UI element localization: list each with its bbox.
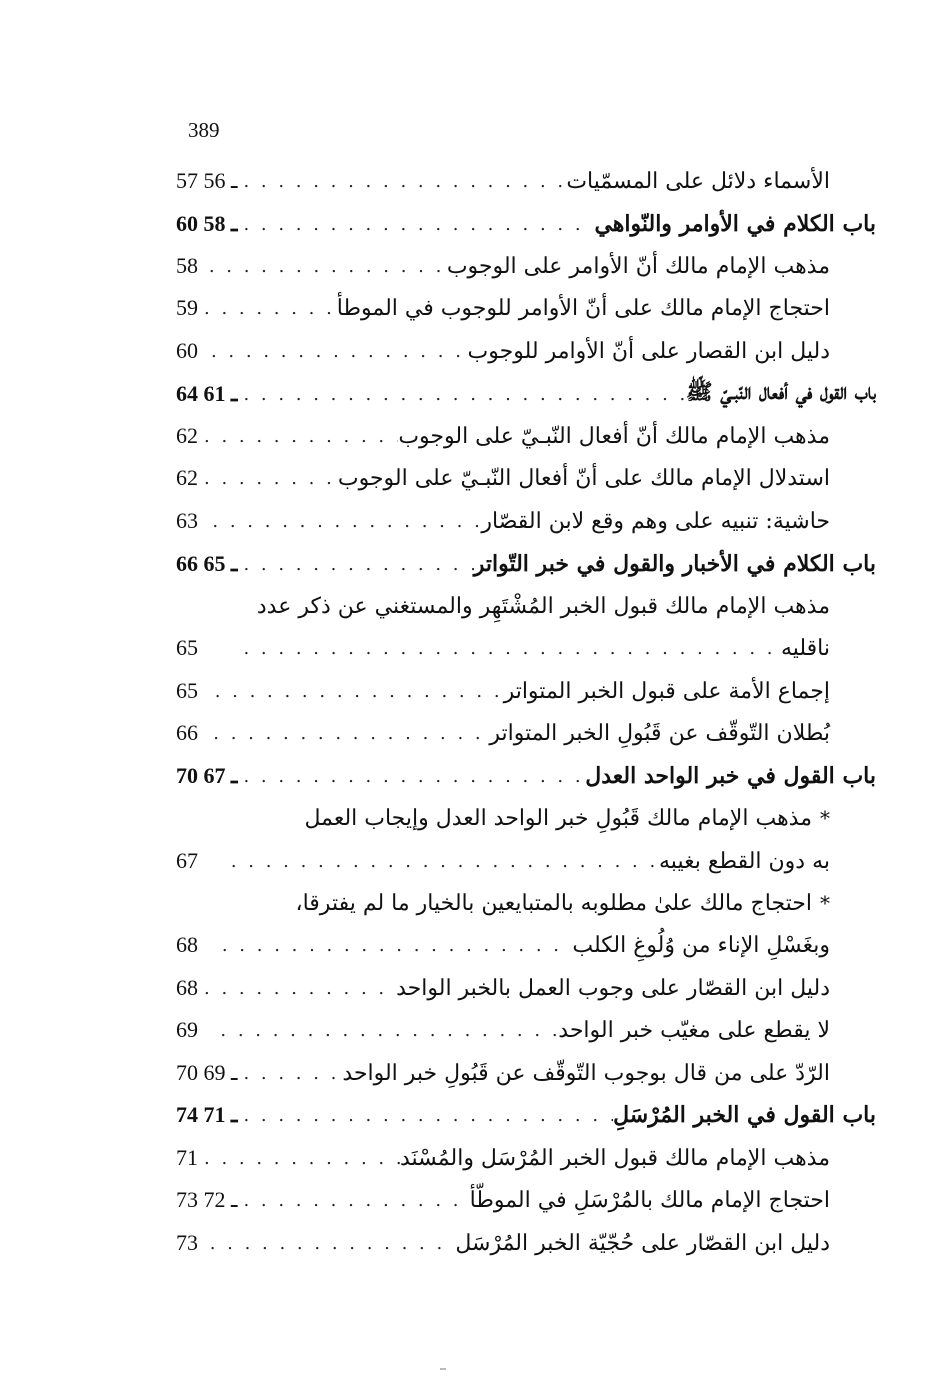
toc-entry-title: بُطلان التّوقّف عن قَبُولِ الخبر المتواتر — [489, 720, 830, 746]
dot-leader — [225, 851, 659, 872]
toc-chapter — [176, 1096, 876, 1134]
toc-chapter-pages: 60 ـ 58 — [176, 211, 238, 236]
toc-entry-pages: 62 — [176, 423, 198, 448]
toc-entry — [176, 714, 830, 752]
toc-entry-title: مذهب الإمام مالك أنّ أفعال النّبـيّ على الوجوب — [398, 423, 830, 449]
toc-chapter-pages: 66 ـ 65 — [176, 551, 238, 576]
toc-entry-title: احتجاج مالك علىٰ مطلوبه بالمتبايعين بالخيار ما لم يفترقا، — [295, 890, 812, 916]
toc-chapter — [176, 375, 876, 413]
toc-entry — [176, 1181, 830, 1219]
dot-leader — [204, 1233, 456, 1254]
toc-entry — [176, 842, 830, 880]
dot-leader — [237, 171, 566, 192]
toc-entry — [176, 502, 830, 540]
toc-entry-pages: 73 ـ 72 — [176, 1187, 238, 1212]
toc-entry-title: مذهب الإمام مالك أنّ الأوامر على الوجوب — [446, 253, 830, 279]
dot-leader — [206, 511, 481, 532]
toc-entry-title: مذهب الإمام مالك قبول الخبر المُرْسَل والمُسْنَد — [399, 1145, 830, 1171]
dot-leader — [205, 341, 468, 362]
toc-entry-pages: 68 — [176, 932, 198, 957]
dot-leader — [237, 1063, 342, 1084]
toc-entry — [176, 672, 830, 710]
toc-entry-title: دليل ابن القصّار على وجوب العمل بالخبر الواحد — [396, 975, 830, 1001]
toc-entry-title: الأسماء دلائل على المسمّيات — [566, 168, 830, 194]
scan-speck — [440, 1368, 446, 1370]
toc-entry-pages: 70 ـ 69 — [176, 1060, 238, 1085]
dot-leader — [198, 426, 398, 447]
page-number: 389 — [188, 118, 220, 142]
toc-entry — [176, 247, 830, 285]
toc-chapter — [176, 545, 876, 583]
toc-entry — [176, 459, 830, 497]
toc-entry — [176, 162, 830, 200]
toc-entry-title: وبغَسْلِ الإناء من وُلُوغِ الكلب — [572, 932, 830, 958]
toc-entry — [176, 629, 830, 667]
toc-chapter-title: باب القول في الخبر المُرْسَلِ — [613, 1102, 876, 1128]
toc-entry-pages: 59 — [176, 295, 198, 320]
toc-entry — [176, 1139, 830, 1177]
toc-entry-title: دليل ابن القصّار على حُجّيّة الخبر المُرْسَل — [455, 1230, 830, 1256]
toc-entry-pages: 73 — [176, 1230, 198, 1255]
asterisk-bullet-icon: * — [820, 806, 830, 830]
dot-leader — [237, 214, 594, 235]
toc-entry — [176, 1054, 830, 1092]
toc-entry-wrapped-line — [264, 884, 830, 922]
dot-leader — [207, 723, 489, 744]
asterisk-bullet-icon: * — [820, 891, 830, 915]
toc-chapter-title: باب القول في أفعال النّبـيّ ﷺ — [685, 379, 876, 405]
dot-leader — [237, 554, 473, 575]
toc-entry — [176, 1011, 830, 1049]
toc-chapter-title: باب الكلام في الأوامر والنّواهي — [594, 211, 876, 237]
toc-chapter — [176, 205, 876, 243]
toc-entry-pages: 66 — [176, 720, 198, 745]
toc-entry — [176, 926, 830, 964]
toc-entry — [176, 1224, 830, 1262]
toc-entry-title: مذهب الإمام مالك قَبُولِ خبر الواحد العدل وإيجاب العمل — [304, 805, 812, 831]
dot-leader — [237, 1190, 469, 1211]
toc-entry-pages: 65 — [176, 678, 198, 703]
dot-leader — [198, 1148, 400, 1169]
toc-chapter-pages: 70 ـ 67 — [176, 763, 238, 788]
dot-leader — [203, 256, 447, 277]
toc-entry-title: الرّدّ على من قال بوجوب التّوقّف عن قَبُولِ خبر الواحد — [342, 1060, 830, 1086]
toc-entry — [176, 332, 830, 370]
dot-leader — [237, 1105, 613, 1126]
toc-entry-title: به دون القطع بغيبه — [659, 848, 830, 874]
toc-chapter-title: باب الكلام في الأخبار والقول في خبر التّواتر — [473, 551, 876, 577]
toc-entry — [176, 969, 830, 1007]
toc-entry-title: مذهب الإمام مالك قبول الخبر المُشْتَهِر والمستغني عن ذكر عدد — [256, 593, 830, 619]
toc-chapter — [176, 757, 876, 795]
toc-entry-pages: 69 — [176, 1017, 198, 1042]
toc-entry-pages: 71 — [176, 1145, 198, 1170]
dot-leader — [237, 638, 780, 659]
toc-entry-pages: 57 ـ 56 — [176, 168, 238, 193]
toc-chapter-title: باب القول في خبر الواحد العدل — [585, 763, 876, 789]
toc-entry-title: استدلال الإمام مالك على أنّ أفعال النّبـيّ على الوجوب — [337, 465, 830, 491]
dot-leader — [198, 978, 396, 999]
toc-entry-wrapped-line — [264, 799, 830, 837]
toc-entry-wrapped-line — [256, 587, 830, 625]
toc-chapter-pages: 74 ـ 71 — [176, 1102, 238, 1127]
toc-entry-pages: 62 — [176, 465, 198, 490]
toc-entry-title: احتجاج الإمام مالك على أنّ الأوامر للوجوب في الموطأ — [336, 295, 830, 321]
toc-entry-title: لا يقطع على مغيّب خبر الواحد — [558, 1017, 830, 1043]
toc-entry-title: احتجاج الإمام مالك بالمُرْسَلِ في الموطّأ — [469, 1187, 830, 1213]
toc-entry-pages: 60 — [176, 338, 198, 363]
dot-leader — [237, 766, 585, 787]
toc-entry-pages: 68 — [176, 975, 198, 1000]
dot-leader — [209, 681, 504, 702]
toc-entry-pages: 63 — [176, 508, 198, 533]
toc-entry-pages: 67 — [176, 848, 198, 873]
toc-entry-pages: 65 — [176, 635, 198, 660]
dot-leader — [198, 298, 337, 319]
dot-leader — [214, 1020, 558, 1041]
dot-leader — [216, 935, 572, 956]
toc-entry-pages: 58 — [176, 253, 198, 278]
dot-leader — [237, 384, 686, 405]
toc-entry-title: ناقليه — [780, 635, 830, 661]
toc-entry-title: إجماع الأمة على قبول الخبر المتواتر — [503, 678, 830, 704]
toc-chapter-pages: 64 ـ 61 — [176, 381, 238, 406]
toc-entry-title: حاشية: تنبيه على وهم وقع لابن القصّار — [481, 508, 830, 534]
toc-entry — [176, 417, 830, 455]
toc-entry-title: دليل ابن القصار على أنّ الأوامر للوجوب — [467, 338, 830, 364]
dot-leader — [198, 468, 338, 489]
toc-entry — [176, 289, 830, 327]
